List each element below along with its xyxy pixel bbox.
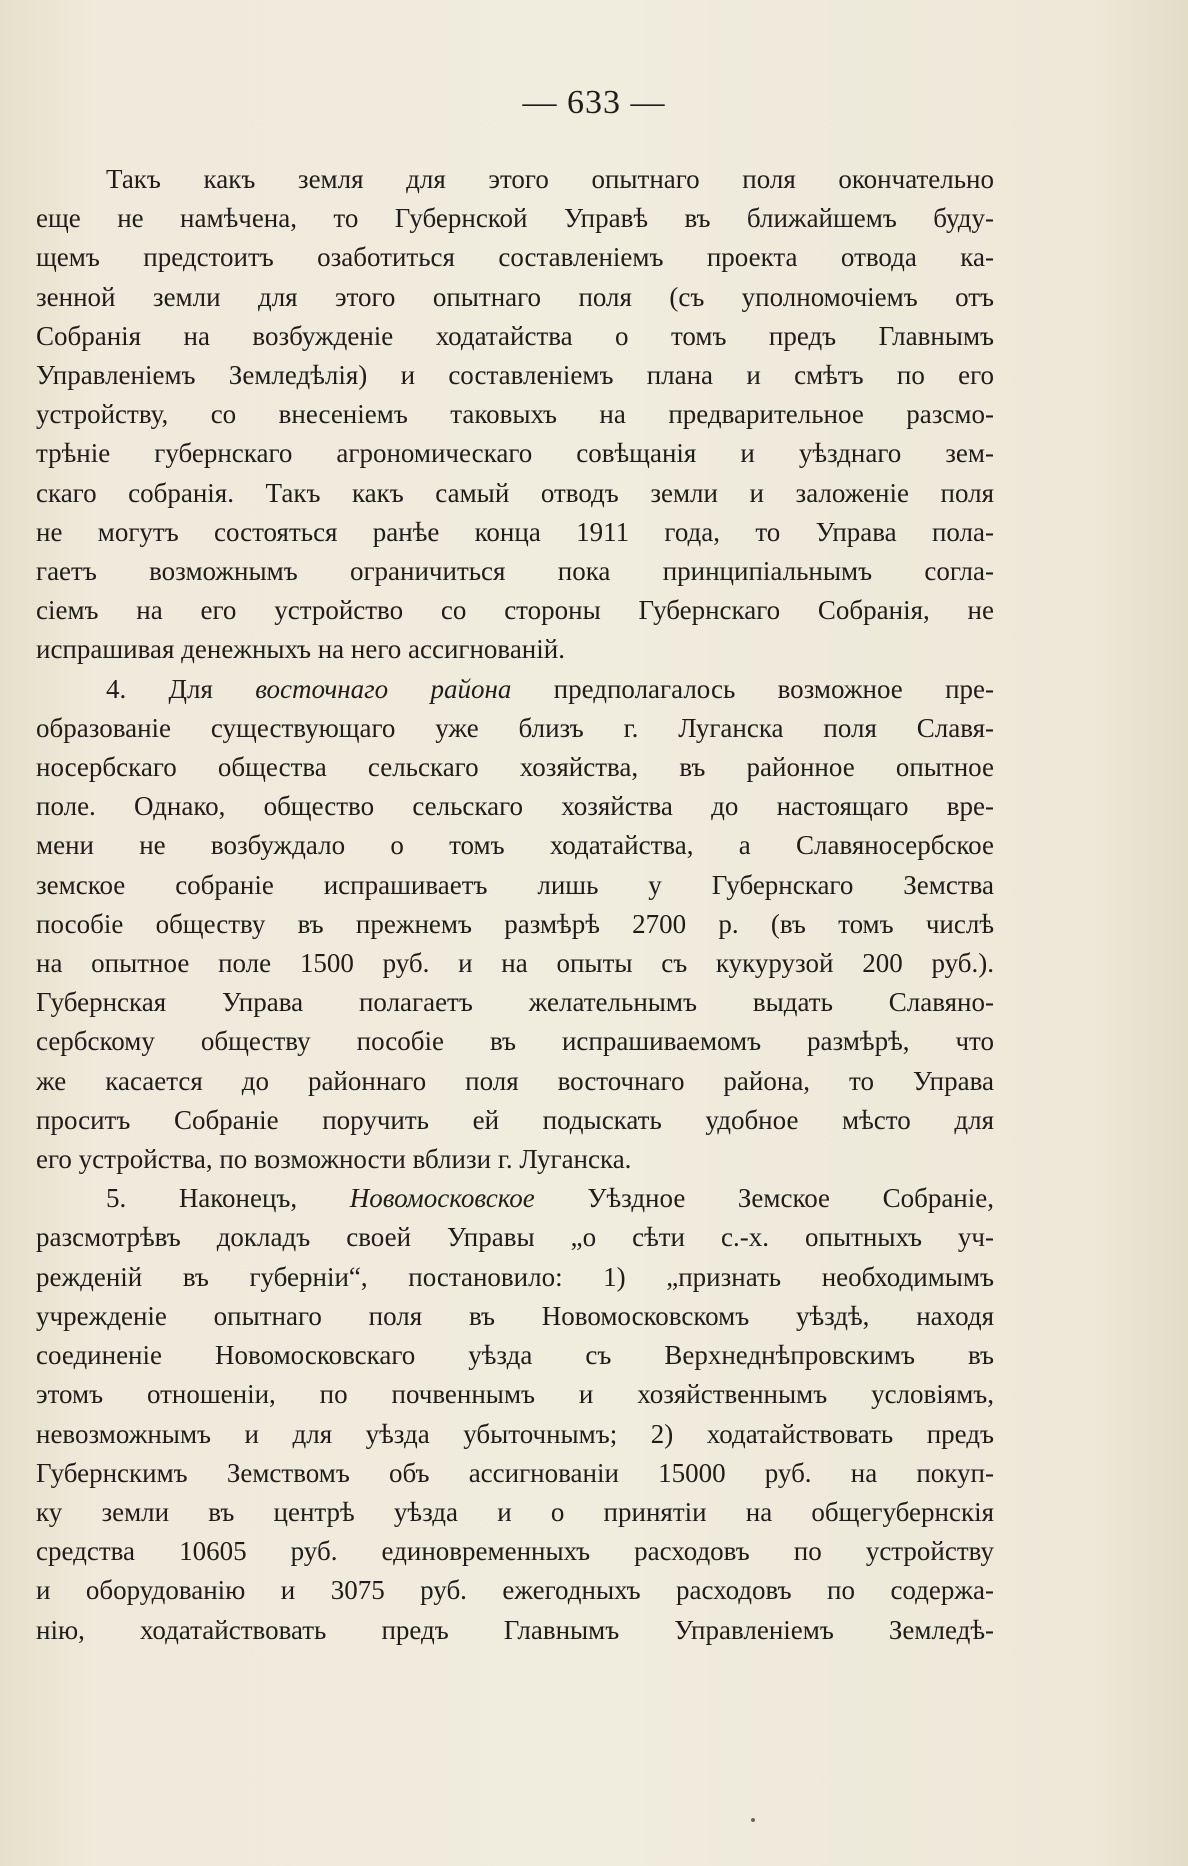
text-segment: 4. Для — [106, 673, 256, 704]
text-line: поле. Однако, общество сельскаго хозяйства до настоящаго вре- — [36, 791, 994, 822]
text-line: средства 10605 руб. единовременныхъ расходовъ по устройству — [36, 1536, 994, 1567]
text-line: Губернская Управа полагаетъ желательнымъ выдать Славяно- — [36, 987, 994, 1018]
text-line — [36, 670, 994, 709]
text-line: скаго собранія. Такъ какъ самый отводъ земли и заложеніе поля — [36, 477, 994, 508]
text-line: не могутъ состояться ранѣе конца 1911 года, то Управа пола- — [36, 516, 994, 547]
text-line: нію, ходатайствовать предъ Главнымъ Управленіемъ Земледѣ- — [36, 1614, 994, 1645]
text-line: же касается до районнаго поля восточнаго района, то Управа — [36, 1065, 994, 1096]
text-line: сіемъ на его устройство со стороны Губернскаго Собранія, не — [36, 595, 994, 626]
text-line: проситъ Собраніе поручить ей подыскать удобное мѣсто для — [36, 1104, 994, 1135]
text-line: ку земли въ центрѣ уѣзда и о принятіи на общегубернскія — [36, 1496, 994, 1527]
text-line: этомъ отношеніи, по почвеннымъ и хозяйственнымъ условіямъ, — [36, 1379, 994, 1410]
text-line: трѣніе губернскаго агрономическаго совѣщанія и уѣзднаго зем- — [36, 438, 994, 469]
text-line: и оборудованію и 3075 руб. ежегодныхъ расходовъ по содержа- — [36, 1575, 994, 1606]
body-text — [36, 160, 994, 1650]
text-line: земское собраніе испрашиваетъ лишь у Губернскаго Земства — [36, 869, 994, 900]
text-line: разсмотрѣвъ докладъ своей Управы „о сѣти с.-х. опытныхъ уч- — [36, 1222, 994, 1253]
page-number: — 633 — — [522, 84, 666, 121]
text-line: учрежденіе опытнаго поля въ Новомосковскомъ уѣздѣ, находя — [36, 1300, 994, 1331]
text-line: мени не возбуждало о томъ ходатайства, а Славяносербское — [36, 830, 994, 861]
text-line: устройству, со внесеніемъ таковыхъ на предварительное разсмо- — [36, 399, 994, 430]
italic-term: восточнаго района — [255, 673, 512, 704]
text-line: на опытное поле 1500 руб. и на опыты съ кукурузой 200 руб.). — [36, 948, 994, 979]
text-line: сербскому обществу пособіе въ испрашиваемомъ размѣрѣ, что — [36, 1026, 994, 1057]
text-line: испрашивая денежныхъ на него ассигнованій. — [36, 634, 565, 665]
text-line: носербскаго общества сельскаго хозяйства, въ районное опытное — [36, 752, 994, 783]
text-line: еще не намѣчена, то Губернской Управѣ въ ближайшемъ буду- — [36, 203, 994, 234]
text-line: щемъ предстоитъ озаботиться составленіемъ проекта отвода ка- — [36, 242, 994, 273]
text-segment: 5. Наконецъ, — [106, 1183, 350, 1214]
text-segment: Уѣздное Земское Собраніе, — [534, 1183, 994, 1214]
italic-term: Новомосковское — [349, 1183, 535, 1214]
text-segment: предполагалось возможное пре- — [511, 673, 994, 704]
text-line: Управленіемъ Земледѣлія) и составленіемъ плана и смѣтъ по его — [36, 360, 994, 391]
text-line: пособіе обществу въ прежнемъ размѣрѣ 2700 р. (въ томъ числѣ — [36, 908, 994, 939]
text-line: режденій въ губерніи“, постановило: 1) „признать необходимымъ — [36, 1261, 994, 1292]
text-line: невозможнымъ и для уѣзда убыточнымъ; 2) ходатайствовать предъ — [36, 1418, 994, 1449]
text-line: Собранія на возбужденіе ходатайства о томъ предъ Главнымъ — [36, 320, 994, 351]
text-line: образованіе существующаго уже близъ г. Луганска поля Славя- — [36, 712, 994, 743]
text-line — [36, 1179, 994, 1218]
text-line: зенной земли для этого опытнаго поля (съ уполномочіемъ отъ — [36, 281, 994, 312]
text-line: Губернскимъ Земствомъ объ ассигнованіи 15000 руб. на покуп- — [36, 1457, 994, 1488]
paper-speck — [751, 1818, 755, 1822]
text-line: Такъ какъ земля для этого опытнаго поля окончательно — [106, 164, 994, 194]
text-line: гаетъ возможнымъ ограничиться пока принципіальнымъ согла- — [36, 556, 994, 587]
text-line: его устройства, по возможности вблизи г. Луганска. — [36, 1144, 632, 1175]
text-line: соединеніе Новомосковскаго уѣзда съ Верхнеднѣпровскимъ въ — [36, 1340, 994, 1371]
